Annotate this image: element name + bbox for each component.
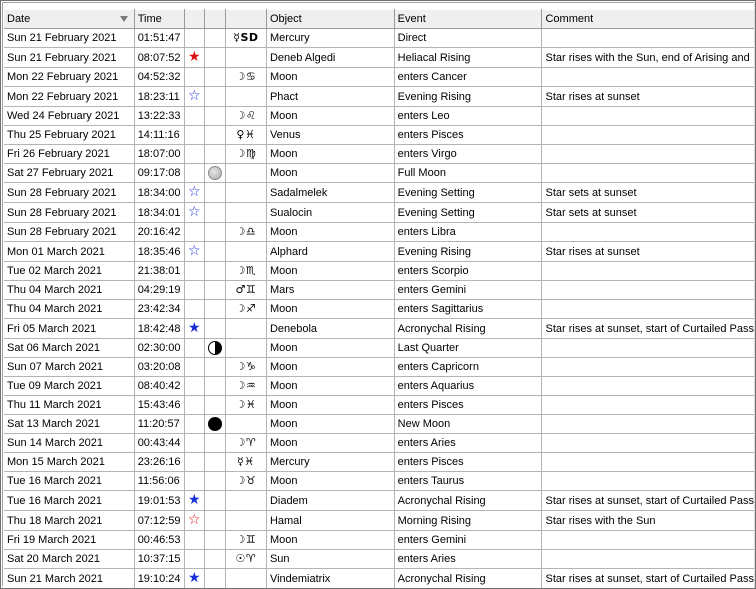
star-cell [184,183,205,203]
column-header-date[interactable]: Date [4,10,134,29]
header-row [4,10,755,29]
phase-cell [205,126,226,145]
events-table [4,9,755,589]
table-row[interactable] [4,183,755,203]
star-icon: ☆ [188,204,201,220]
star-cell [184,242,205,262]
phase-cell [205,281,226,300]
object-cell: Denebola [266,319,394,339]
event-cell: enters Libra [394,223,542,242]
date-cell: Tue 02 March 2021 [4,262,134,281]
star-cell [184,511,205,531]
column-header-comment[interactable]: Comment [542,10,755,29]
quarter-moon-icon [208,341,222,355]
phase-cell [205,29,226,48]
date-cell: Mon 22 February 2021 [4,87,134,107]
time-cell: 04:52:32 [134,68,184,87]
table-row[interactable] [4,203,755,223]
date-cell: Thu 11 March 2021 [4,396,134,415]
phase-cell [205,415,226,434]
phase-cell [205,511,226,531]
event-cell: Evening Rising [394,87,542,107]
event-cell: Heliacal Rising [394,48,542,68]
time-cell: 18:07:00 [134,145,184,164]
phase-cell [205,377,226,396]
object-cell: Vindemiatrix [266,569,394,589]
star-cell [184,87,205,107]
comment-cell [542,68,755,87]
phase-cell [205,319,226,339]
star-icon: ★ [188,492,201,508]
star-cell [184,281,205,300]
event-cell: Last Quarter [394,339,542,358]
star-icon: ☆ [188,512,201,528]
time-cell: 11:56:06 [134,472,184,491]
time-cell: 18:42:48 [134,319,184,339]
astro-symbol-cell: ☉♈ [225,550,266,569]
object-cell: Moon [266,415,394,434]
star-cell [184,396,205,415]
table-row[interactable] [4,550,755,569]
phase-cell [205,68,226,87]
time-cell: 08:40:42 [134,377,184,396]
astro-symbol-cell [225,511,266,531]
date-cell: Sun 07 March 2021 [4,358,134,377]
star-cell [184,550,205,569]
comment-cell [542,377,755,396]
object-cell: Moon [266,396,394,415]
time-cell: 19:10:24 [134,569,184,589]
comment-cell [542,472,755,491]
phase-cell [205,453,226,472]
astro-symbol-cell [225,164,266,183]
date-cell: Sun 21 February 2021 [4,29,134,48]
star-icon: ☆ [188,184,201,200]
table-row[interactable] [4,300,755,319]
astro-symbol-cell: ♀♓ [225,126,266,145]
event-cell: enters Aries [394,434,542,453]
star-icon: ★ [188,320,201,336]
event-cell: Evening Setting [394,203,542,223]
object-cell: Moon [266,107,394,126]
astro-symbol-cell [225,415,266,434]
astro-symbol-cell [225,183,266,203]
phase-cell [205,300,226,319]
star-cell [184,319,205,339]
table-row[interactable] [4,48,755,68]
table-row[interactable] [4,531,755,550]
comment-cell: Star rises with the Sun [542,511,755,531]
comment-cell: Star rises at sunset, start of Curtailed Pass [542,569,755,589]
star-cell [184,339,205,358]
table-row[interactable] [4,126,755,145]
comment-cell [542,531,755,550]
object-cell: Moon [266,358,394,377]
time-cell: 23:42:34 [134,300,184,319]
date-cell: Sat 06 March 2021 [4,339,134,358]
table-row[interactable] [4,242,755,262]
object-cell: Hamal [266,511,394,531]
column-header-phase[interactable] [205,10,226,29]
object-cell: Sun [266,550,394,569]
object-cell: Diadem [266,491,394,511]
astro-symbol-cell [225,87,266,107]
date-cell: Sun 28 February 2021 [4,183,134,203]
star-icon: ★ [188,49,201,65]
phase-cell [205,48,226,68]
phase-cell [205,491,226,511]
comment-cell [542,107,755,126]
table-row[interactable] [4,29,755,48]
object-cell: Sadalmelek [266,183,394,203]
time-cell: 18:23:11 [134,87,184,107]
comment-cell [542,281,755,300]
phase-cell [205,87,226,107]
comment-cell [542,550,755,569]
event-cell: Morning Rising [394,511,542,531]
comment-cell [542,415,755,434]
comment-cell [542,126,755,145]
date-cell: Mon 15 March 2021 [4,453,134,472]
phase-cell [205,164,226,183]
column-header-time[interactable]: Time [134,10,184,29]
date-cell: Wed 24 February 2021 [4,107,134,126]
table-row[interactable] [4,358,755,377]
event-cell: Acronychal Rising [394,491,542,511]
right-edge [754,1,755,588]
date-cell: Sat 20 March 2021 [4,550,134,569]
astro-symbol-cell [225,491,266,511]
date-cell: Tue 09 March 2021 [4,377,134,396]
event-cell: enters Scorpio [394,262,542,281]
star-cell [184,126,205,145]
astro-symbol-cell [225,203,266,223]
event-cell: enters Aquarius [394,377,542,396]
time-cell: 19:01:53 [134,491,184,511]
date-cell: Thu 04 March 2021 [4,281,134,300]
table-row[interactable] [4,339,755,358]
comment-cell: Star rises at sunset, start of Curtailed Pass [542,319,755,339]
astro-symbol-cell: ☽♌ [225,107,266,126]
astro-symbol-cell: ☽♐ [225,300,266,319]
star-cell [184,262,205,281]
phase-cell [205,339,226,358]
astro-symbol-cell: ☽♎ [225,223,266,242]
astro-symbol-cell: ☿SD [225,29,266,48]
object-cell: Moon [266,377,394,396]
phase-cell [205,434,226,453]
object-cell: Moon [266,472,394,491]
time-cell: 10:37:15 [134,550,184,569]
phase-cell [205,531,226,550]
star-cell [184,569,205,589]
object-cell: Mercury [266,29,394,48]
table-row[interactable] [4,107,755,126]
event-cell: enters Pisces [394,396,542,415]
astro-symbol-cell [225,569,266,589]
table-row[interactable] [4,453,755,472]
date-cell: Sun 21 February 2021 [4,48,134,68]
object-cell: Moon [266,531,394,550]
phase-cell [205,569,226,589]
table-row[interactable] [4,377,755,396]
table-row[interactable] [4,511,755,531]
date-cell: Thu 04 March 2021 [4,300,134,319]
event-cell: enters Taurus [394,472,542,491]
object-cell: Alphard [266,242,394,262]
comment-cell: Star rises at sunset, start of Curtailed Pass [542,491,755,511]
object-cell: Deneb Algedi [266,48,394,68]
full-moon-icon [208,166,222,180]
time-cell: 13:22:33 [134,107,184,126]
table-row[interactable] [4,68,755,87]
date-cell: Thu 25 February 2021 [4,126,134,145]
comment-cell [542,396,755,415]
table-row[interactable] [4,434,755,453]
phase-cell [205,223,226,242]
table-row[interactable] [4,569,755,589]
comment-cell [542,223,755,242]
time-cell: 18:34:00 [134,183,184,203]
event-cell: enters Gemini [394,281,542,300]
star-cell [184,164,205,183]
astro-symbol-cell: ♂♊ [225,281,266,300]
time-cell: 14:11:16 [134,126,184,145]
event-cell: Acronychal Rising [394,569,542,589]
comment-cell [542,29,755,48]
star-cell [184,531,205,550]
comment-cell [542,262,755,281]
comment-cell [542,164,755,183]
table-row[interactable] [4,223,755,242]
event-cell: Full Moon [394,164,542,183]
astro-symbol-cell: ☽♏ [225,262,266,281]
event-cell: Acronychal Rising [394,319,542,339]
column-header-star[interactable] [184,10,205,29]
date-cell: Tue 16 March 2021 [4,491,134,511]
date-cell: Sun 21 March 2021 [4,569,134,589]
object-cell: Sualocin [266,203,394,223]
star-cell [184,434,205,453]
star-cell [184,300,205,319]
comment-cell [542,358,755,377]
comment-cell: Star sets at sunset [542,203,755,223]
astro-symbol-cell: ☽♍ [225,145,266,164]
date-cell: Mon 22 February 2021 [4,68,134,87]
time-cell: 15:43:46 [134,396,184,415]
star-icon: ☆ [188,243,201,259]
time-cell: 08:07:52 [134,48,184,68]
date-cell: Sun 28 February 2021 [4,203,134,223]
astro-symbol-cell: ☿♓ [225,453,266,472]
event-cell: enters Capricorn [394,358,542,377]
event-cell: Evening Rising [394,242,542,262]
astro-symbol-cell: ☽♓ [225,396,266,415]
object-cell: Moon [266,145,394,164]
event-cell: enters Cancer [394,68,542,87]
event-cell: enters Sagittarius [394,300,542,319]
event-cell: enters Pisces [394,126,542,145]
table-row[interactable] [4,164,755,183]
event-cell: enters Gemini [394,531,542,550]
event-cell: enters Virgo [394,145,542,164]
time-cell: 02:30:00 [134,339,184,358]
comment-cell [542,300,755,319]
comment-cell [542,339,755,358]
phase-cell [205,262,226,281]
comment-cell: Star rises at sunset [542,87,755,107]
phase-cell [205,550,226,569]
event-cell: enters Aries [394,550,542,569]
phase-cell [205,472,226,491]
column-header-object[interactable]: Object [266,10,394,29]
star-cell [184,377,205,396]
event-cell: Direct [394,29,542,48]
astro-symbol-cell [225,319,266,339]
object-cell: Moon [266,223,394,242]
phase-cell [205,145,226,164]
astro-symbol-cell: ☽♉ [225,472,266,491]
event-cell: enters Pisces [394,453,542,472]
time-cell: 21:38:01 [134,262,184,281]
comment-cell: Star rises with the Sun, end of Arising and [542,48,755,68]
star-cell [184,203,205,223]
object-cell: Moon [266,300,394,319]
star-icon: ★ [188,570,201,586]
phase-cell [205,183,226,203]
object-cell: Moon [266,68,394,87]
star-cell [184,145,205,164]
column-header-symbol[interactable] [225,10,266,29]
star-cell [184,415,205,434]
star-cell [184,358,205,377]
time-cell: 07:12:59 [134,511,184,531]
time-cell: 00:43:44 [134,434,184,453]
object-cell: Mercury [266,453,394,472]
star-cell [184,472,205,491]
time-cell: 20:16:42 [134,223,184,242]
object-cell: Venus [266,126,394,145]
astro-symbol-cell: ☽♊ [225,531,266,550]
object-cell: Phact [266,87,394,107]
astro-symbol-cell: ☽♋ [225,68,266,87]
object-cell: Moon [266,339,394,358]
object-cell: Mars [266,281,394,300]
time-cell: 04:29:19 [134,281,184,300]
star-cell [184,48,205,68]
table-row[interactable] [4,145,755,164]
comment-cell [542,434,755,453]
comment-cell [542,453,755,472]
table-row[interactable] [4,396,755,415]
date-cell: Sun 28 February 2021 [4,223,134,242]
new-moon-icon [208,417,222,431]
date-cell: Fri 05 March 2021 [4,319,134,339]
time-cell: 03:20:08 [134,358,184,377]
event-cell: Evening Setting [394,183,542,203]
astro-symbol-cell [225,339,266,358]
astro-symbol-cell: ☽♒ [225,377,266,396]
phase-cell [205,396,226,415]
phase-cell [205,242,226,262]
table-row[interactable] [4,87,755,107]
object-cell: Moon [266,434,394,453]
event-cell: New Moon [394,415,542,434]
phase-cell [205,203,226,223]
star-icon: ☆ [188,88,201,104]
event-cell: enters Leo [394,107,542,126]
table-row[interactable] [4,281,755,300]
comment-cell: Star rises at sunset [542,242,755,262]
astro-symbol-cell: ☽♑ [225,358,266,377]
table-row[interactable] [4,491,755,511]
table-row[interactable] [4,319,755,339]
comment-cell: Star sets at sunset [542,183,755,203]
object-cell: Moon [266,164,394,183]
comment-cell [542,145,755,164]
phase-cell [205,358,226,377]
date-cell: Mon 01 March 2021 [4,242,134,262]
star-cell [184,107,205,126]
column-header-event[interactable]: Event [394,10,542,29]
date-cell: Sat 27 February 2021 [4,164,134,183]
astro-symbol-cell [225,242,266,262]
time-cell: 18:34:01 [134,203,184,223]
astro-symbol-cell: ☽♈ [225,434,266,453]
table-row[interactable] [4,472,755,491]
time-cell: 09:17:08 [134,164,184,183]
date-cell: Fri 19 March 2021 [4,531,134,550]
table-row[interactable] [4,262,755,281]
star-cell [184,453,205,472]
phase-cell [205,107,226,126]
date-cell: Sun 14 March 2021 [4,434,134,453]
star-cell [184,223,205,242]
star-cell [184,491,205,511]
time-cell: 11:20:57 [134,415,184,434]
time-cell: 01:51:47 [134,29,184,48]
astro-symbol-cell [225,48,266,68]
time-cell: 00:46:53 [134,531,184,550]
time-cell: 18:35:46 [134,242,184,262]
date-cell: Thu 18 March 2021 [4,511,134,531]
object-cell: Moon [266,262,394,281]
date-cell: Fri 26 February 2021 [4,145,134,164]
date-cell: Sat 13 March 2021 [4,415,134,434]
star-cell [184,29,205,48]
star-cell [184,68,205,87]
table-row[interactable] [4,415,755,434]
time-cell: 23:26:16 [134,453,184,472]
date-cell: Tue 16 March 2021 [4,472,134,491]
